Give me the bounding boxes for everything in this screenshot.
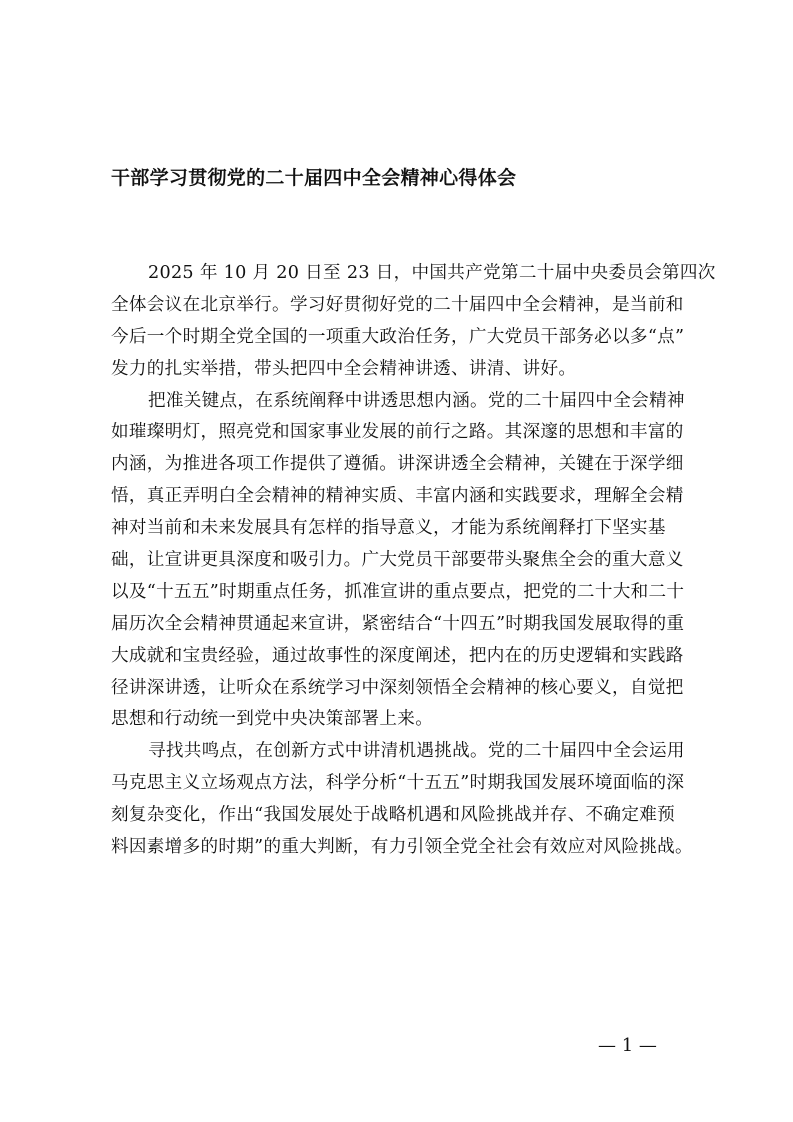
- document-body: [111, 258, 716, 864]
- text-line: 2025 年 10 月 20 日至 23 日，中国共产党第二十届中央委员会第四次: [147, 263, 716, 283]
- document-title: 干部学习贯彻党的二十届四中全会精神心得体会: [111, 167, 517, 189]
- text-line: 今后一个时期全党全国的一项重大政治任务，广大党员干部务必以多“点”: [111, 326, 685, 347]
- paragraph-3: [111, 736, 693, 864]
- text-line: 以及“十五五”时期重点任务，抓准宣讲的重点要点，把党的二十大和二十: [111, 581, 685, 602]
- text-line: 如璀璨明灯，照亮党和国家事业发展的前行之路。其深邃的思想和丰富的: [111, 422, 684, 443]
- text-line: 全体会议在北京举行。学习好贯彻好党的二十届四中全会精神，是当前和: [111, 294, 684, 315]
- text-line: 大成就和宝贵经验，通过故事性的深度阐述，把内在的历史逻辑和实践路: [111, 645, 684, 666]
- text-line: 内涵，为推进各项工作提供了遵循。讲深讲透全会精神，关键在于深学细: [111, 454, 684, 475]
- text-line: 届历次全会精神贯通起来宣讲，紧密结合“十四五”时期我国发展取得的重: [111, 613, 685, 634]
- text-line: 把准关键点，在系统阐释中讲透思想内涵。党的二十届四中全会精神: [147, 390, 685, 411]
- text-line: 础，让宣讲更具深度和吸引力。广大党员干部要带头聚焦全会的重大意义: [111, 550, 684, 571]
- paragraph-2: [111, 386, 684, 737]
- text-line: 刻复杂变化，作出“我国发展处于战略机遇和风险挑战并存、不确定难预: [111, 805, 676, 826]
- text-line: 径讲深讲透，让听众在系统学习中深刻领悟全会精神的核心要义，自觉把: [111, 677, 684, 698]
- page-number: — 1 —: [598, 1035, 657, 1056]
- text-line: 悟，真正弄明白全会精神的精神实质、丰富内涵和实践要求，理解全会精: [111, 486, 684, 507]
- text-line: 料因素增多的时期”的重大判断，有力引领全党全社会有效应对风险挑战。: [111, 837, 693, 858]
- paragraph-1: [111, 258, 716, 386]
- text-line: 思想和行动统一到党中央决策部署上来。: [111, 709, 434, 730]
- text-line: 发力的扎实举措，带头把四中全会精神讲透、讲清、讲好。: [111, 358, 577, 379]
- text-line: 寻找共鸣点，在创新方式中讲清机遇挑战。党的二十届四中全会运用: [147, 741, 685, 762]
- text-line: 马克思主义立场观点方法，科学分析“十五五”时期我国发展环境面临的深: [111, 773, 685, 794]
- text-line: 神对当前和未来发展具有怎样的指导意义，才能为系统阐释打下坚实基: [111, 518, 666, 539]
